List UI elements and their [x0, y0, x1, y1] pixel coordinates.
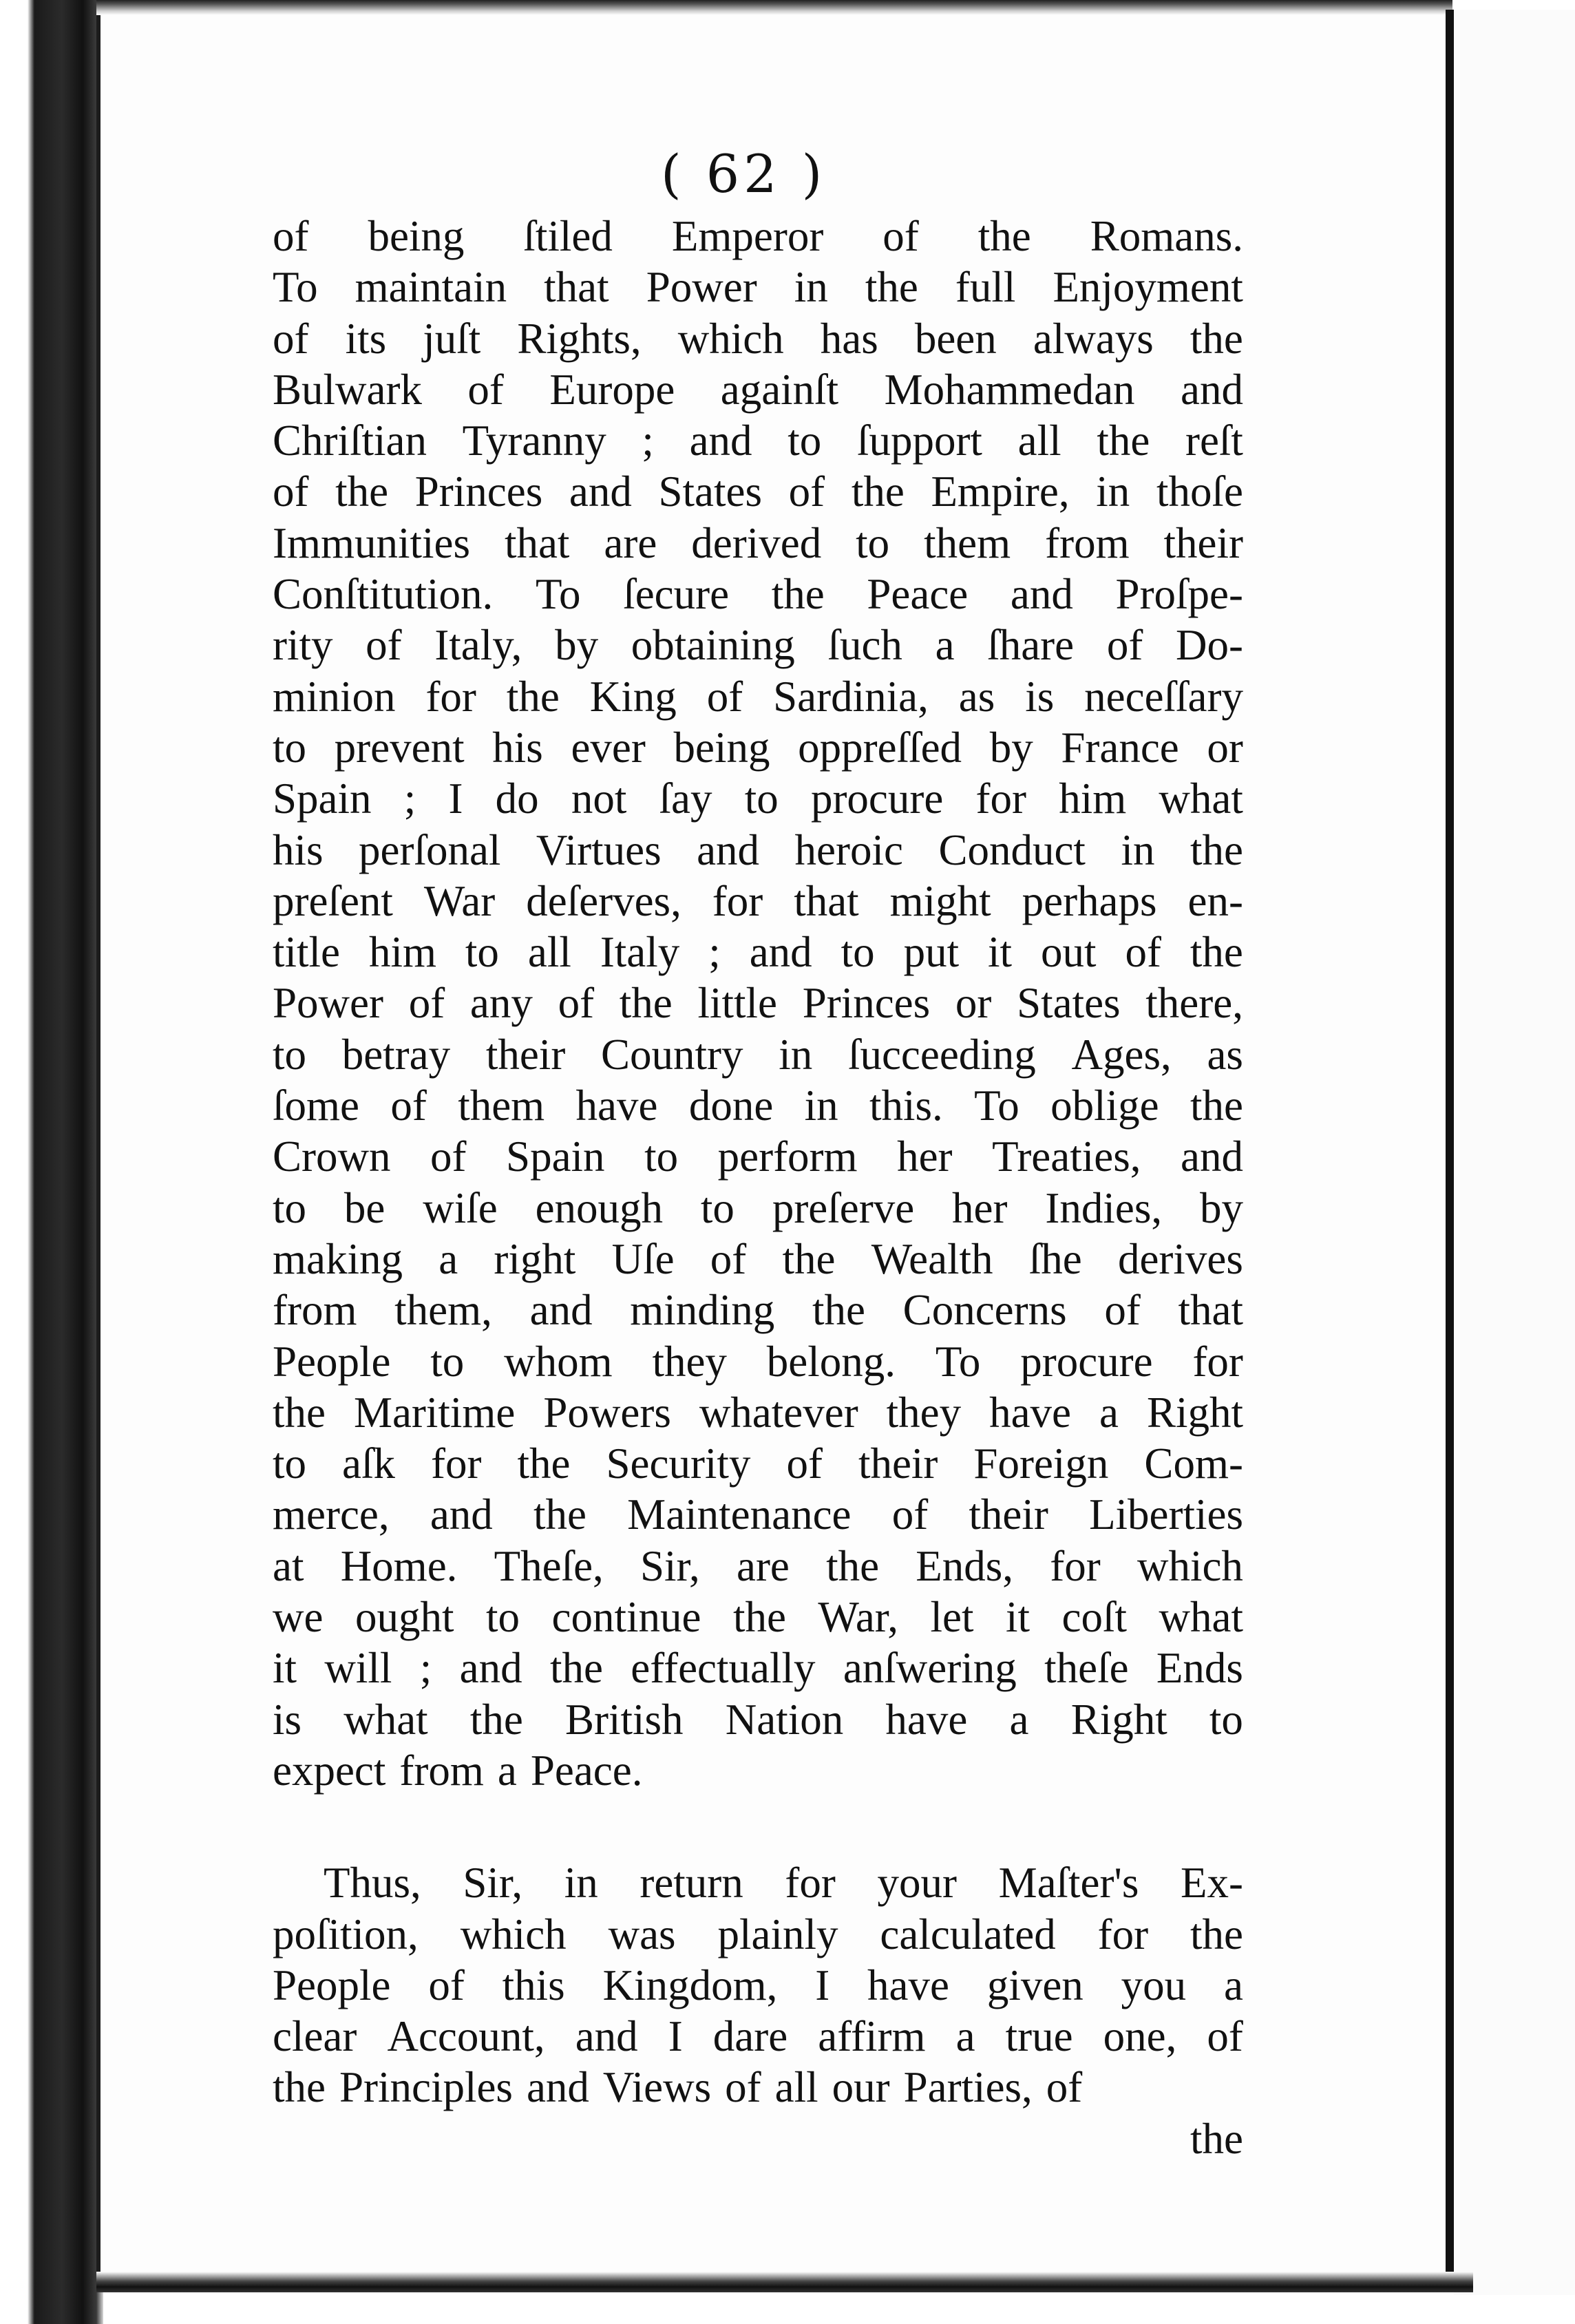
text-line: preſent War deſerves, for that might perhaps en- — [273, 876, 1243, 925]
body-text — [273, 211, 1243, 2164]
text-line: ſome of them have done in this. To oblige the — [273, 1081, 1243, 1130]
text-line: Power of any of the little Princes or States there, — [273, 979, 1243, 1028]
text-line: To maintain that Power in the full Enjoyment — [273, 263, 1243, 312]
text-line: it will ; and the effectually anſwering theſe Ends — [273, 1644, 1243, 1693]
text-line: to betray their Country in ſucceeding Ages, as — [273, 1030, 1243, 1079]
text-line: making a right Uſe of the Wealth ſhe derives — [273, 1234, 1243, 1283]
page-gutter-edge — [1446, 10, 1454, 2288]
page-number: ( 62 ) — [661, 143, 827, 204]
text-line: Immunities that are derived to them from their — [273, 518, 1243, 567]
catchword-row — [273, 2113, 1243, 2164]
book-binding — [0, 0, 103, 2324]
text-line: the Principles and Views of all our Parties, of — [273, 2063, 1083, 2112]
text-line: to prevent his ever being oppreſſed by France or — [273, 723, 1243, 772]
text-line: at Home. Theſe, Sir, are the Ends, for which — [273, 1541, 1243, 1590]
text-line: to aſk for the Security of their Foreign Com- — [273, 1439, 1243, 1488]
text-line: of being ſtiled Emperor of the Romans. — [273, 212, 1243, 260]
text-line: expect from a Peace. — [273, 1746, 643, 1795]
paragraph-2 — [273, 1857, 1243, 2113]
text-line: from them, and minding the Concerns of that — [273, 1286, 1243, 1335]
text-line: merce, and the Maintenance of their Liberties — [273, 1490, 1243, 1539]
text-line: Conſtitution. To ſecure the Peace and Proſpe- — [273, 570, 1243, 619]
page-bottom-edge — [96, 2272, 1473, 2292]
text-line: People to whom they belong. To procure for — [273, 1337, 1243, 1386]
text-line: of its juſt Rights, which has been always the — [273, 314, 1243, 363]
facing-page-sliver — [1454, 10, 1575, 2295]
text-line: Chriſtian Tyranny ; and to ſupport all the reſt — [273, 416, 1243, 465]
text-line: we ought to continue the War, let it coſt what — [273, 1593, 1243, 1642]
page-top-edge — [96, 0, 1452, 15]
text-line: to be wiſe enough to preſerve her Indies, by — [273, 1183, 1243, 1232]
text-line: is what the British Nation have a Right to — [273, 1695, 1243, 1744]
text-line: minion for the King of Sardinia, as is neceſſary — [273, 672, 1243, 721]
text-line: Bulwark of Europe againſt Mohammedan and — [273, 365, 1243, 414]
text-line: People of this Kingdom, I have given you a — [273, 1961, 1243, 2009]
text-line: Crown of Spain to perform her Treaties, and — [273, 1132, 1243, 1181]
catchword: the — [1190, 2114, 1243, 2163]
text-line: his perſonal Virtues and heroic Conduct in the — [273, 825, 1243, 874]
text-line: rity of Italy, by obtaining ſuch a ſhare of Do- — [273, 621, 1243, 670]
text-line: Thus, Sir, in return for your Maſter's Ex- — [324, 1859, 1243, 1908]
text-line: Spain ; I do not ſay to procure for him what — [273, 774, 1243, 823]
text-line: clear Account, and I dare affirm a true one, of — [273, 2012, 1243, 2061]
text-line: of the Princes and States of the Empire, in thoſe — [273, 467, 1243, 516]
text-line: the Maritime Powers whatever they have a Right — [273, 1388, 1243, 1437]
paragraph-1 — [273, 211, 1243, 1796]
paragraph-gap — [273, 1796, 1243, 1857]
text-line: title him to all Italy ; and to put it out of the — [273, 928, 1243, 977]
text-line: poſition, which was plainly calculated for the — [273, 1910, 1243, 1958]
